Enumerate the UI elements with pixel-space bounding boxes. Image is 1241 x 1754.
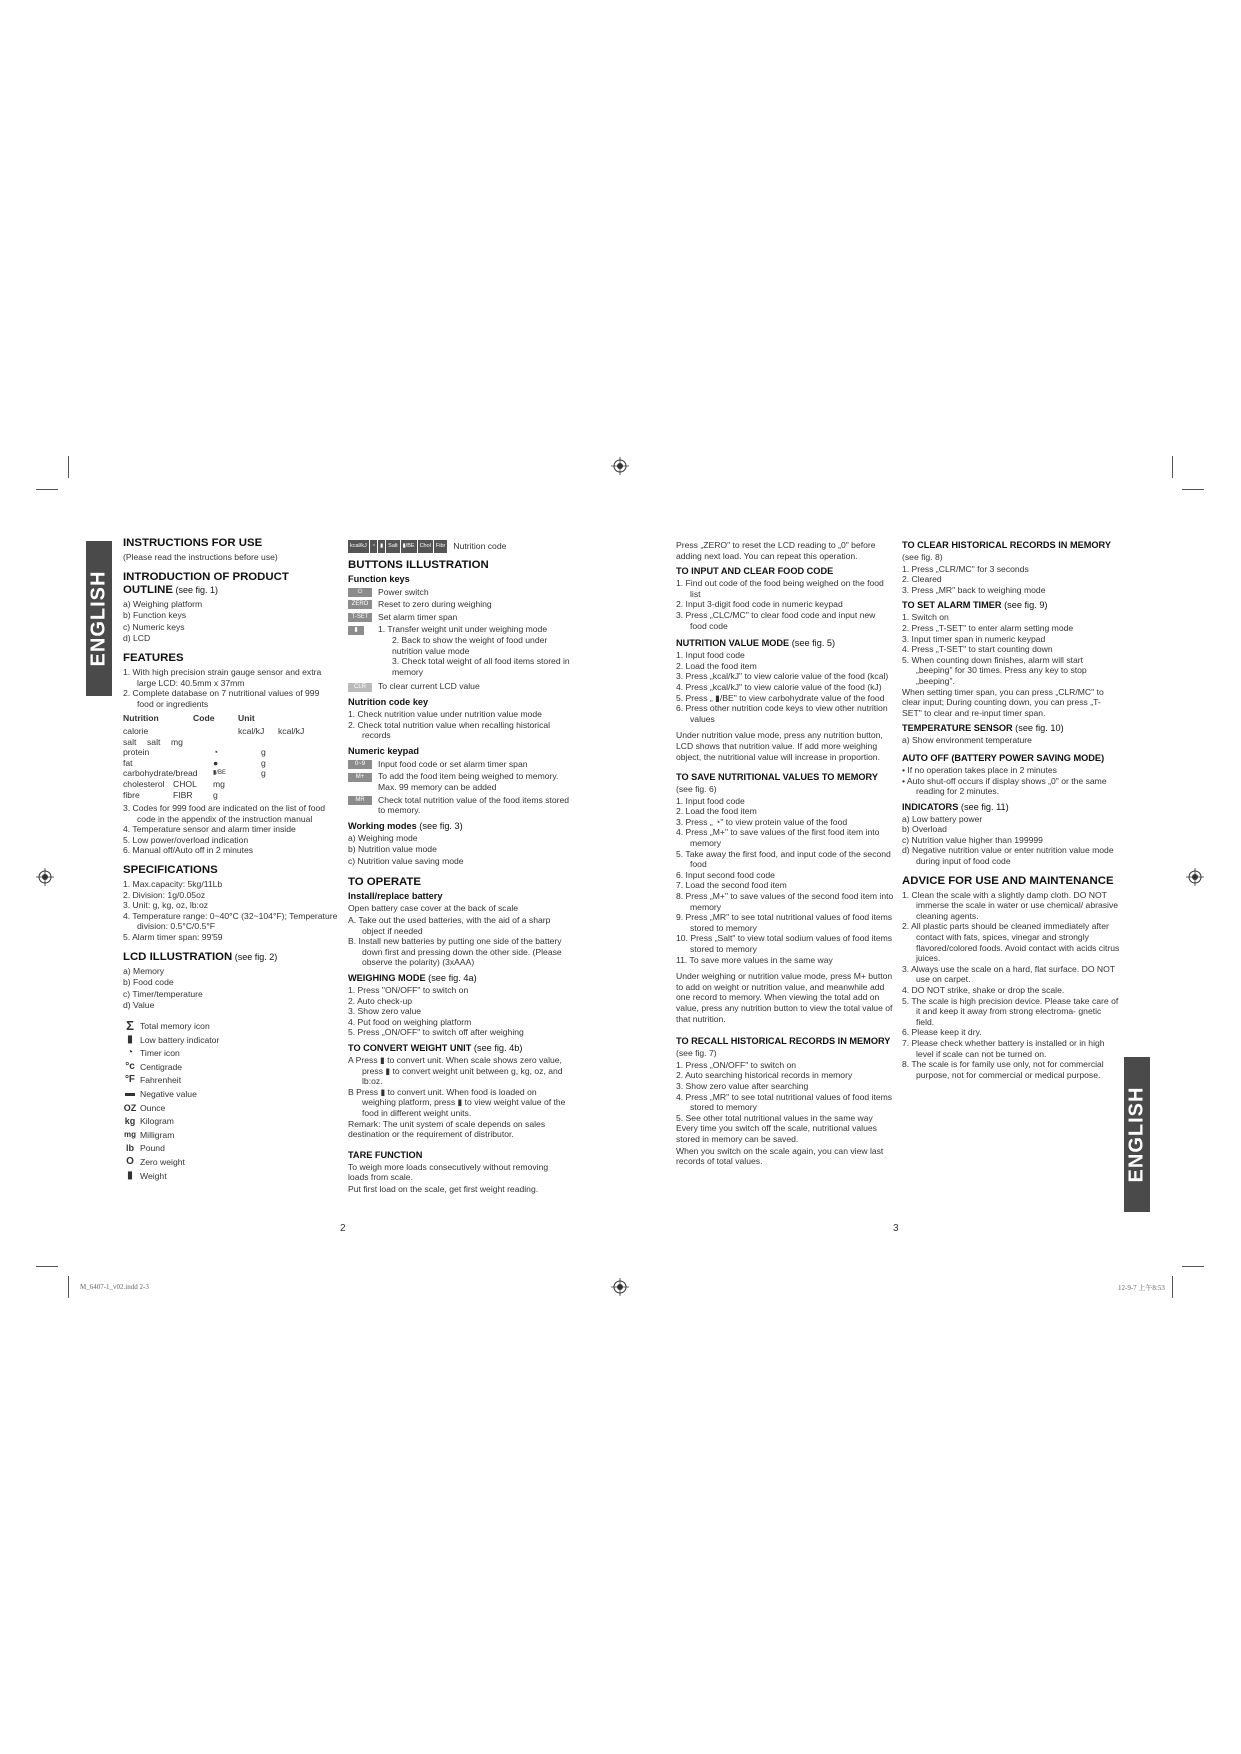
subheading: TEMPERATURE SENSOR (see fig. 10) bbox=[902, 723, 1064, 734]
list-item: 2. Input 3-digit food code in numeric keypad bbox=[676, 599, 843, 610]
list-item: 4. Press „M+" to save values of the first food item into memory bbox=[676, 827, 880, 849]
list-item: 3. Show zero value after searching bbox=[676, 1080, 809, 1091]
subheading: TO RECALL HISTORICAL RECORDS IN MEMORY bbox=[676, 1036, 891, 1047]
crop-mark bbox=[1172, 1276, 1173, 1298]
crop-mark bbox=[1172, 456, 1173, 478]
list-item: 1. Press „CLR/MC" for 3 seconds bbox=[902, 563, 1029, 574]
column-1 bbox=[123, 537, 338, 1184]
registration-mark-icon bbox=[36, 868, 54, 886]
column-4 bbox=[902, 540, 1120, 1080]
sigma-icon: Σ bbox=[126, 1018, 134, 1033]
key-row: MR Check total nutrition value of the food items stored to memory. bbox=[348, 795, 570, 816]
lcd-icon-row: OZ Ounce bbox=[123, 1102, 166, 1113]
list-item: b) Food code bbox=[123, 977, 174, 988]
code-chip: Chol bbox=[418, 540, 433, 553]
list-item: 3. Codes for 999 food are indicated on the list of food code in the appendix of the instruction manual bbox=[123, 803, 326, 824]
list-item: 3. Press „MR" back to weighing mode bbox=[902, 584, 1046, 595]
column-2 bbox=[348, 540, 570, 1196]
key-row: ▮ 1. Transfer weight unit under weighing mode 2. Back to show the weight of food under nutrition value mode 3. Check total weight of all food items stored in memory bbox=[348, 624, 570, 677]
list-item: 1. Press „ON/OFF" to switch on bbox=[676, 1059, 797, 1070]
list-item: 2. Auto searching historical records in memory bbox=[676, 1070, 853, 1081]
footer-filename: M_6407-1_v02.indd 2-3 bbox=[80, 1283, 149, 1291]
lcd-icon-row: ▮ Low battery indicator bbox=[123, 1035, 338, 1046]
list-item: 5. Take away the first food, and input code of the second food bbox=[676, 848, 891, 870]
list-item: 5. Press „ON/OFF" to switch off after weighing bbox=[348, 1027, 524, 1038]
power-key-icon: ⏻ bbox=[348, 588, 372, 597]
table-header bbox=[278, 713, 318, 724]
list-item: 4. Temperature range: 0~40°C (32~104°F); Temperature division: 0.5°C/0.5°F bbox=[123, 910, 338, 932]
tset-key-icon: T-SET bbox=[348, 613, 372, 622]
list-item: 4. Put food on weighing platform bbox=[348, 1016, 472, 1027]
centigrade-icon: °c bbox=[125, 1060, 135, 1072]
list-item: 8. The scale is for family use only, not for commercial purpose, not for commercial or medical purpose. bbox=[902, 1059, 1104, 1080]
list-item: c) Nutrition value saving mode bbox=[348, 855, 464, 866]
lcd-icon-row: ◔ Timer icon bbox=[123, 1048, 338, 1059]
code-chip: ▮/BE bbox=[401, 540, 417, 553]
code-chip: kcal/kJ bbox=[348, 540, 369, 553]
milligram-icon: mg bbox=[124, 1129, 136, 1139]
carbohydrate-icon: ▮/BE bbox=[213, 770, 226, 777]
registration-mark-icon bbox=[611, 457, 629, 475]
lcd-icon-row: kg Kilogram bbox=[124, 1116, 174, 1127]
table-row: protein ◔ g bbox=[123, 747, 266, 758]
crop-mark bbox=[68, 456, 69, 478]
registration-mark-icon bbox=[611, 1278, 629, 1296]
list-item: • If no operation takes place in 2 minutes bbox=[902, 764, 1057, 775]
lcd-icon-row: Σ Total memory icon bbox=[123, 1021, 338, 1032]
list-item: B Press ▮ to convert unit. When food is loaded on weighing platform, press ▮ to view weight value of the food in different weight units. bbox=[348, 1086, 566, 1118]
lcd-icon-row: ▮ Weight bbox=[123, 1171, 338, 1182]
list-item: 2. Division: 1g/0.05oz bbox=[123, 889, 206, 900]
list-item: 3. Press „ ◔" to view protein value of the food bbox=[676, 816, 848, 827]
subheading: TO CONVERT WEIGHT UNIT (see fig. 4b) bbox=[348, 1043, 523, 1053]
language-tab-left bbox=[86, 541, 112, 696]
weight-icon: ▮ bbox=[127, 1169, 133, 1181]
list-item: b) Nutrition value mode bbox=[348, 844, 437, 855]
heading: FEATURES bbox=[123, 651, 184, 664]
list-item: a) Weighing platform bbox=[123, 598, 203, 609]
list-item: 1. Find out code of the food being weighed on the food list bbox=[676, 578, 884, 599]
kilogram-icon: kg bbox=[124, 1116, 136, 1127]
text: Under nutrition value mode, press any nutrition button, LCD shows that nutrition value. If add more weighing object, the nutritional value will increase in proportion. bbox=[676, 730, 883, 762]
subheading: INDICATORS (see fig. 11) bbox=[902, 801, 1009, 812]
heading: INSTRUCTIONS FOR USE bbox=[123, 537, 263, 549]
unit-key-icon: ▮ bbox=[348, 626, 364, 635]
list-item: 4. Temperature sensor and alarm timer inside bbox=[123, 824, 296, 835]
key-row: CLR To clear current LCD value bbox=[348, 681, 570, 692]
list-item: d) Value bbox=[123, 1000, 155, 1011]
list-item: 2. Complete database on 7 nutritional values of 999 food or ingredients bbox=[123, 688, 320, 709]
zero-key-icon: ZERO bbox=[348, 600, 372, 609]
list-item: 6. Input second food code bbox=[676, 869, 775, 880]
key-row: ZERO Reset to zero during weighing bbox=[348, 599, 570, 610]
mplus-key-icon: M+ bbox=[348, 773, 372, 782]
list-item: 5. The scale is high precision device. Please take care of it and keep it away from strong electroma- gnetic field. bbox=[902, 995, 1119, 1027]
text: Every time you switch off the scale, nutritional values stored in memory can be saved. bbox=[676, 1123, 877, 1144]
table-header: Unit bbox=[238, 713, 255, 724]
list-item: 1. With high precision strain gauge sensor and extra large LCD: 40.5mm x 37mm bbox=[123, 666, 322, 688]
table-header: Nutrition bbox=[123, 713, 159, 724]
subheading: Nutrition code key bbox=[348, 696, 429, 707]
code-chip: ▮ bbox=[378, 540, 385, 553]
text: Remark: The unit system of scale depends on sales destination or the requirement of distributor. bbox=[348, 1118, 546, 1140]
table-row: cholesterol CHOL mg bbox=[123, 778, 225, 789]
key-row: 0~9 Input food code or set alarm timer span bbox=[348, 759, 570, 770]
list-item: 3. Show zero value bbox=[348, 1006, 422, 1017]
list-item: a) Memory bbox=[123, 965, 165, 976]
list-item: b) Function keys bbox=[123, 610, 187, 621]
code-chip: ◔ bbox=[370, 540, 377, 553]
language-tab-label: ENGLISH bbox=[87, 570, 110, 667]
text: Open battery case cover at the back of scale bbox=[348, 903, 519, 914]
list-item: 3. Always use the scale on a hard, flat surface. DO NOT use on carpet. bbox=[902, 963, 1115, 985]
list-item: 4. Press „MR" to see total nutritional values of food items stored to memory bbox=[676, 1091, 893, 1113]
battery-icon: ▮ bbox=[127, 1033, 133, 1045]
list-item: 3. Input timer span in numeric keypad bbox=[902, 633, 1046, 644]
text: When setting timer span, you can press „CLR/MC" to clear input; During counting down, you can press „T-SET" to clear and re-input timer span. bbox=[902, 686, 1104, 718]
key-row: M+ To add the food item being weighed to memory. Max. 99 memory can be added bbox=[348, 771, 570, 792]
list-item: 3. Unit: g, kg, oz, lb:oz bbox=[123, 900, 209, 911]
text: (see fig. 8) bbox=[902, 552, 943, 562]
subheading: WEIGHING MODE (see fig. 4a) bbox=[348, 973, 477, 984]
text: (Please read the instructions before use) bbox=[123, 552, 278, 562]
timer-icon: ◔ bbox=[126, 1047, 134, 1059]
list-item: 9. Press „MR" to see total nutritional values of food items stored to memory bbox=[676, 912, 893, 933]
list-item: 10. Press „Salt" to view total sodium values of food items stored to memory bbox=[676, 933, 893, 954]
subheading: Function keys bbox=[348, 573, 410, 584]
subheading: TO CLEAR HISTORICAL RECORDS IN MEMORY bbox=[902, 540, 1111, 550]
table-row: fibre FIBR g bbox=[123, 789, 218, 800]
list-item: 7. Please check whether battery is installed or in high level if scale can not be turned on. bbox=[902, 1037, 1105, 1059]
list-item: 1. Clean the scale with a slightly damp cloth. DO NOT immerse the scale in water or use chemical/ abrasive cleaning agents. bbox=[902, 889, 1119, 921]
footer-date: 12-9-7 上午8:53 bbox=[1118, 1284, 1165, 1292]
list-item: 5. When counting down finishes, alarm will start „beeping" for 30 times. Press any key to stop „beeping". bbox=[902, 654, 1087, 686]
list-item: c) Nutrition value higher than 199999 bbox=[902, 834, 1043, 845]
page-number-right: 3 bbox=[893, 1223, 899, 1234]
list-item: 6. Press other nutrition code keys to view other nutrition values bbox=[676, 703, 888, 724]
list-item: 2. Load the food item bbox=[676, 660, 757, 671]
list-item: 7. Load the second food item bbox=[676, 880, 787, 891]
list-item: d) LCD bbox=[123, 633, 151, 644]
subheading: AUTO OFF (BATTERY POWER SAVING MODE) bbox=[902, 752, 1105, 763]
registration-mark-icon bbox=[1186, 868, 1204, 886]
list-item: 1. Switch on bbox=[902, 612, 949, 623]
list-item: 1. Check nutrition value under nutrition value mode bbox=[348, 708, 542, 719]
page-number-left: 2 bbox=[340, 1223, 346, 1234]
crop-mark bbox=[1182, 489, 1204, 490]
subheading: TARE FUNCTION bbox=[348, 1149, 423, 1160]
crop-mark bbox=[36, 489, 58, 490]
numeric-key-icon: 0~9 bbox=[348, 760, 372, 769]
text: Under weighing or nutrition value mode, press M+ button to add on weight or nutrition value, and meanwhile add one record to memory. When viewing the total add on value, press any nutrition button to view the total value of that nutrition. bbox=[676, 971, 893, 1024]
table-header: Code bbox=[193, 713, 215, 724]
language-tab-right bbox=[1124, 1057, 1150, 1212]
table-row: salt salt mg bbox=[123, 736, 183, 747]
text: To weigh more loads consecutively without removing loads from scale. bbox=[348, 1161, 549, 1183]
list-item: • Auto shut-off occurs if display shows „0" or the same reading for 2 minutes. bbox=[902, 775, 1107, 797]
code-chip: Salt bbox=[386, 540, 399, 553]
text: (see fig. 7) bbox=[676, 1048, 717, 1059]
list-item: 2. Load the food item bbox=[676, 806, 757, 817]
heading: ADVICE FOR USE AND MAINTENANCE bbox=[902, 874, 1114, 887]
heading: TO OPERATE bbox=[348, 876, 421, 889]
pound-icon: lb bbox=[126, 1143, 134, 1154]
language-tab-label: ENGLISH bbox=[1125, 1086, 1148, 1183]
text: When you switch on the scale again, you can view last records of total values. bbox=[676, 1145, 884, 1167]
list-item: 2. Cleared bbox=[902, 574, 942, 585]
heading: LCD ILLUSTRATION (see fig. 2) bbox=[123, 950, 278, 963]
key-row: ⏻ Power switch bbox=[348, 587, 570, 598]
nutrition-table bbox=[123, 713, 338, 724]
list-item: 1. Press "ON/OFF" to switch on bbox=[348, 985, 469, 996]
subheading: TO SAVE NUTRITIONAL VALUES TO MEMORY bbox=[676, 772, 878, 783]
list-item: 1. Input food code bbox=[676, 795, 745, 806]
list-item: 2. Check total nutrition value when recalling historical records bbox=[348, 719, 551, 741]
lcd-icon-row: O Zero weight bbox=[123, 1157, 338, 1168]
clr-key-icon: CLR bbox=[348, 683, 372, 692]
crop-mark bbox=[36, 1266, 58, 1267]
list-item: 3. Press „CLC/MC" to clear food code and input new food code bbox=[676, 609, 876, 631]
list bbox=[123, 599, 338, 644]
negative-icon: ▬ bbox=[125, 1087, 135, 1099]
list-item: 2. All plastic parts should be cleaned immediately after contact with fats, spices, vinegar and strongly flavored/colored foods. Avoid contact with acids citrus juices. bbox=[902, 921, 1120, 964]
table-row: calorie kcal/kJ kcal/kJ bbox=[123, 725, 305, 736]
text: Press „ZERO" to reset the LCD reading to „0" before adding next load. You can repeat this operation. bbox=[676, 540, 876, 561]
list-item: 8. Press „M+" to save values of the second food item into memory bbox=[676, 891, 894, 912]
list-item: 4. Press „kcal/kJ" to view calorie value of the food (kJ) bbox=[676, 681, 882, 692]
lcd-icon-row: °c Centigrade bbox=[123, 1062, 338, 1073]
list-item: 5. Press „ ▮/BE" to view carbohydrate value of the food bbox=[676, 692, 885, 703]
list-item: a) Weighing mode bbox=[348, 832, 418, 843]
crop-mark bbox=[68, 1276, 69, 1298]
list-item: 11. To save more values in the same way bbox=[676, 954, 833, 965]
zero-icon: O bbox=[126, 1155, 134, 1167]
list-item: 5. Alarm timer span: 99'59 bbox=[123, 932, 223, 943]
list-item: A Press ▮ to convert unit. When scale shows zero value, press ▮ to convert weight unit between g, kg, oz, and lb:oz. bbox=[348, 1055, 563, 1087]
list-item: 1. Max.capacity: 5kg/11Lb bbox=[123, 879, 223, 890]
subheading: Numeric keypad bbox=[348, 745, 419, 756]
mr-key-icon: MR bbox=[348, 796, 372, 805]
heading: BUTTONS ILLUSTRATION bbox=[348, 558, 489, 571]
list-item: 2. Press „T-SET" to enter alarm setting mode bbox=[902, 622, 1074, 633]
list-item: B. Install new batteries by putting one side of the battery down first and pressing down the other side. (Please observe the polarity) (3xAAA) bbox=[348, 936, 562, 968]
list-item: 4. DO NOT strike, shake or drop the scale. bbox=[902, 985, 1065, 995]
protein-icon: ◔ bbox=[213, 747, 219, 758]
list-item: 4. Press „T-SET" to start counting down bbox=[902, 644, 1053, 655]
list-item: 3. Press „kcal/kJ" to view calorie value of the food (kcal) bbox=[676, 671, 889, 682]
list-item: a) Low battery power bbox=[902, 813, 983, 824]
subheading: NUTRITION VALUE MODE (see fig. 5) bbox=[676, 638, 836, 649]
nutrition-code-row bbox=[348, 540, 570, 553]
list-item: 1. Input food code bbox=[676, 650, 745, 661]
lcd-icon-row: mg Milligram bbox=[124, 1129, 175, 1140]
list-item: a) Show environment temperature bbox=[902, 735, 1032, 746]
fahrenheit-icon: °F bbox=[124, 1074, 136, 1086]
subheading: Install/replace battery bbox=[348, 891, 443, 902]
subheading: TO SET ALARM TIMER (see fig. 9) bbox=[902, 600, 1048, 611]
crop-mark bbox=[1182, 1266, 1204, 1267]
heading: INTRODUCTION OF PRODUCT OUTLINE (see fig. 1) bbox=[123, 570, 289, 596]
list-item: b) Overload bbox=[902, 824, 947, 835]
nutrition-code-label: Nutrition code bbox=[453, 541, 507, 551]
list-item: A. Take out the used batteries, with the aid of a sharp object if needed bbox=[348, 915, 551, 936]
list-item: 6. Please keep it dry. bbox=[902, 1027, 982, 1038]
list-item: c) Timer/temperature bbox=[123, 988, 203, 999]
table-row: fat ● g bbox=[123, 757, 266, 768]
list-item: 2. Auto check-up bbox=[348, 995, 413, 1006]
heading: SPECIFICATIONS bbox=[123, 864, 218, 877]
list-item: 5. See other total nutritional values in the same way bbox=[676, 1112, 873, 1123]
lcd-icon-row: ▬ Negative value bbox=[125, 1087, 197, 1099]
lcd-icon-row: °F Fahrenheit bbox=[124, 1074, 182, 1086]
list-item: d) Negative nutrition value or enter nutrition value mode during input of food code bbox=[902, 845, 1114, 867]
column-3 bbox=[676, 540, 894, 1168]
key-row: T-SET Set alarm timer span bbox=[348, 612, 570, 623]
text: Put first load on the scale, get first weight reading. bbox=[348, 1183, 539, 1194]
ounce-icon: OZ bbox=[123, 1102, 137, 1113]
lcd-icon-row: lb Pound bbox=[123, 1143, 338, 1154]
code-chip: Fibr bbox=[434, 540, 447, 553]
text: (see fig. 6) bbox=[676, 784, 717, 795]
fat-icon: ● bbox=[213, 757, 219, 768]
table-row: carbohydrate/bread ▮/BE g bbox=[123, 768, 266, 779]
list-item: c) Numeric keys bbox=[123, 621, 185, 632]
subheading: TO INPUT AND CLEAR FOOD CODE bbox=[676, 566, 834, 577]
subheading: Working modes (see fig. 3) bbox=[348, 820, 463, 831]
list-item: 6. Manual off/Auto off in 2 minutes bbox=[123, 845, 254, 856]
list-item: 5. Low power/overload indication bbox=[123, 834, 249, 845]
